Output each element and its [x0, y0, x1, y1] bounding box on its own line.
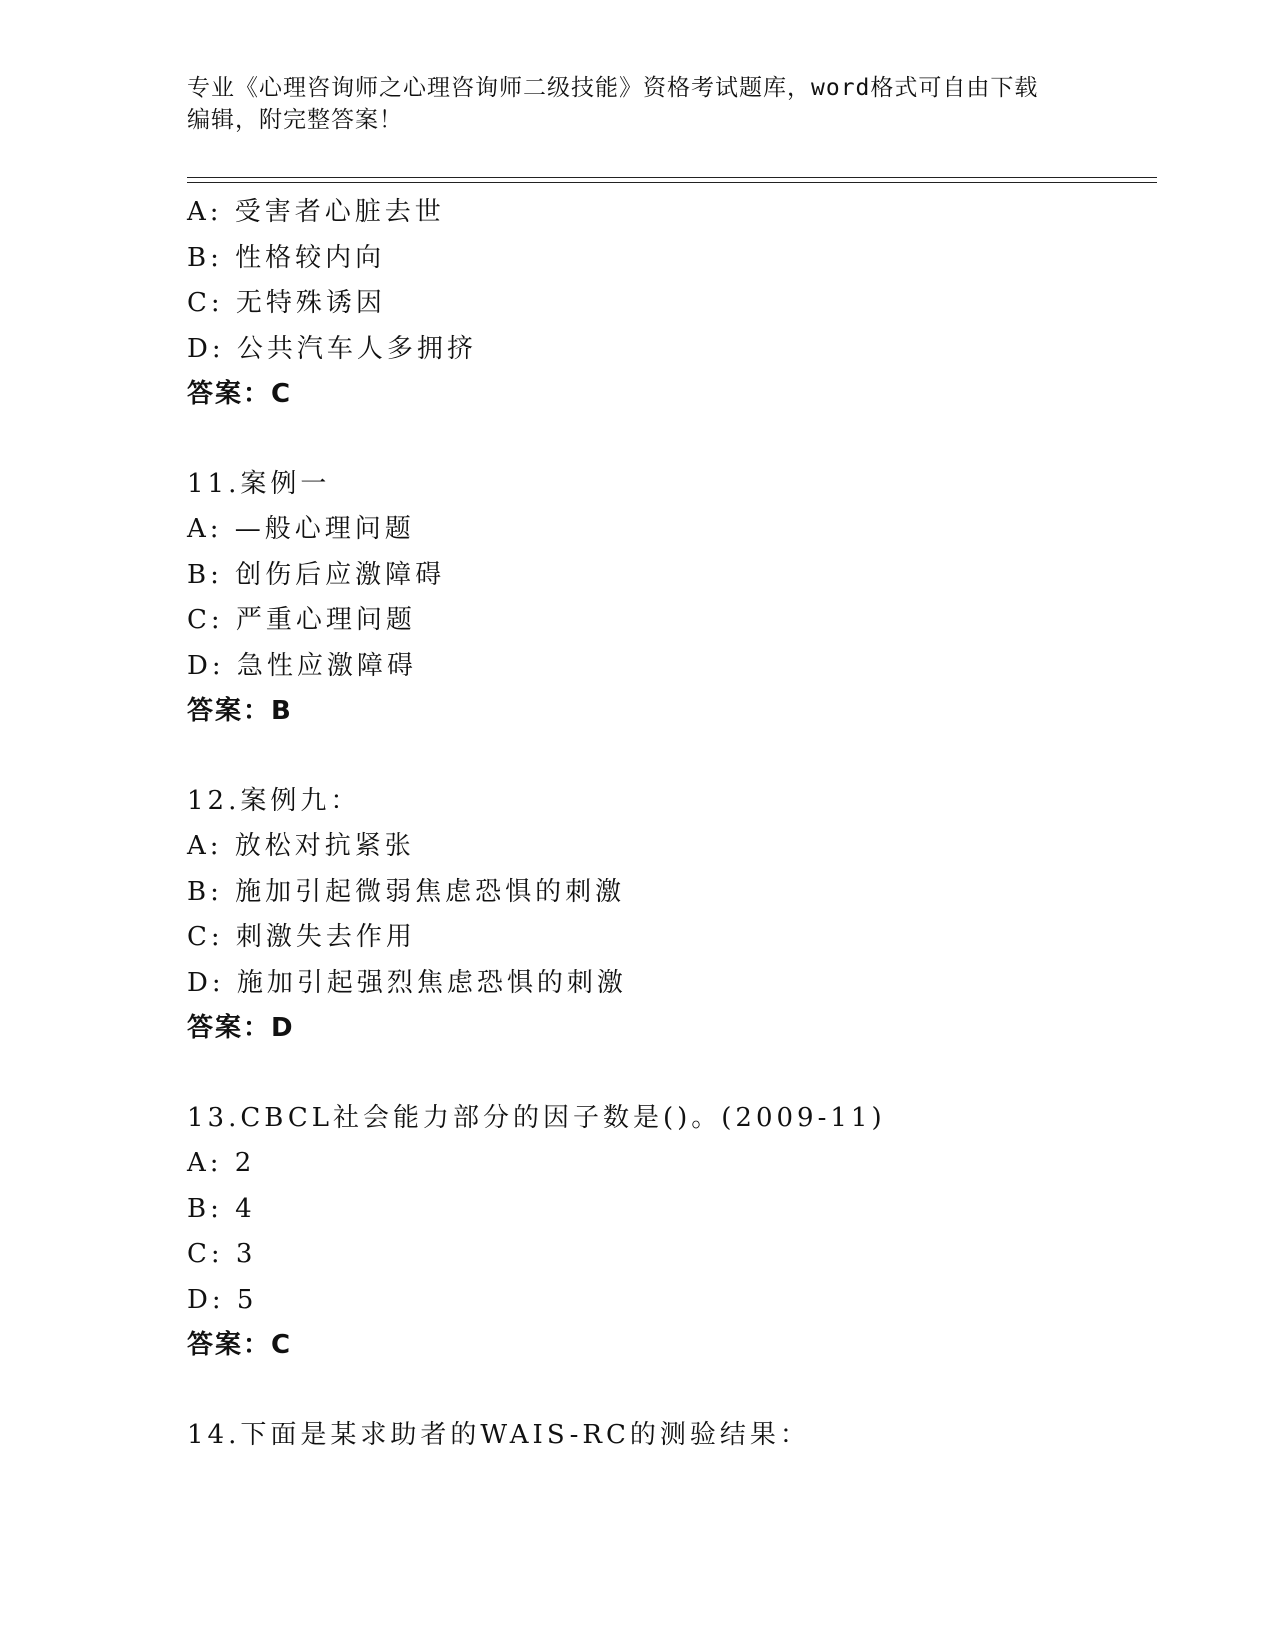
option-d: D: 施加引起强烈焦虑恐惧的刺激 — [187, 967, 627, 998]
option-d: D: 5 — [187, 1284, 258, 1315]
question-block-10 — [187, 190, 1147, 418]
option-c: C: 无特殊诱因 — [187, 288, 386, 318]
option-c: C: 3 — [187, 1239, 257, 1269]
question-block-12 — [187, 779, 1147, 1052]
option-b: B: 性格较内向 — [187, 242, 386, 273]
option-b: B: 4 — [187, 1193, 256, 1224]
answer-line: 答案：B — [187, 696, 293, 726]
header-divider-bottom — [187, 182, 1157, 183]
question-stem: 13.CBCL社会能力部分的因子数是()。(2009-11) — [187, 1102, 886, 1133]
question-stem: 11.案例一 — [187, 468, 331, 499]
option-a: A: 放松对抗紧张 — [187, 831, 415, 861]
question-stem: 12.案例九： — [187, 785, 361, 816]
option-c: C: 严重心理问题 — [187, 605, 416, 635]
answer-line: 答案：C — [187, 379, 293, 409]
option-a: A: —般心理问题 — [187, 514, 415, 544]
question-stem: 14.下面是某求助者的WAIS-RC的测验结果： — [187, 1419, 810, 1450]
option-b: B: 施加引起微弱焦虑恐惧的刺激 — [187, 876, 626, 907]
header-line-2: 编辑，附完整答案！ — [187, 107, 403, 133]
answer-line: 答案：D — [187, 1013, 295, 1043]
question-block-11 — [187, 462, 1147, 735]
question-list — [187, 190, 1147, 1458]
header-line-1: 专业《心理咨询师之心理咨询师二级技能》资格考试题库，word格式可自由下载 — [187, 75, 1039, 101]
option-d: D: 公共汽车人多拥挤 — [187, 333, 477, 364]
option-a: A: 2 — [187, 1148, 256, 1178]
document-header — [187, 72, 1087, 136]
option-b: B: 创伤后应激障碍 — [187, 559, 446, 590]
option-c: C: 刺激失去作用 — [187, 922, 416, 952]
question-block-13 — [187, 1096, 1147, 1369]
question-block-14 — [187, 1413, 1147, 1459]
header-divider-top — [187, 177, 1157, 178]
option-d: D: 急性应激障碍 — [187, 650, 417, 681]
option-a: A: 受害者心脏去世 — [187, 197, 445, 227]
answer-line: 答案：C — [187, 1330, 293, 1360]
